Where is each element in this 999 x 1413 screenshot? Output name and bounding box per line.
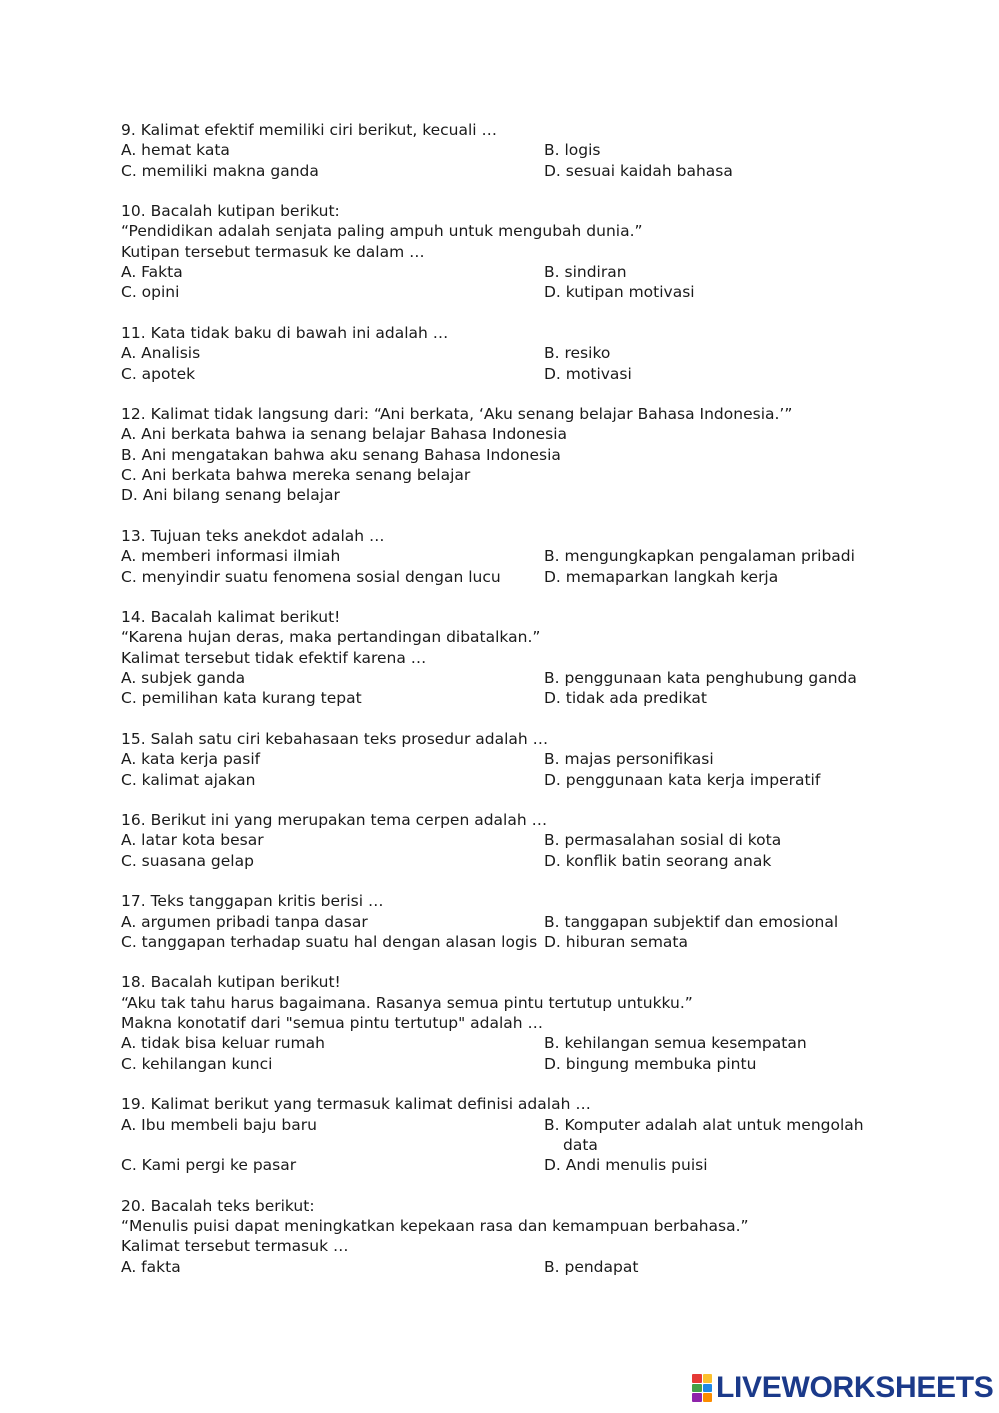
answer-option[interactable]: C. menyindir suatu fenomena sosial dengan lucu	[121, 567, 501, 586]
question-15	[121, 729, 881, 790]
answer-option[interactable]: B. resiko	[544, 344, 611, 363]
answer-option[interactable]: A. subjek ganda	[121, 669, 246, 688]
answer-option[interactable]: C. Kami pergi ke pasar	[121, 1156, 297, 1175]
question-passage: Kalimat tersebut tidak efektif karena …	[121, 648, 427, 667]
answer-option[interactable]: A. Ibu membeli baju baru	[121, 1115, 317, 1134]
question-16	[121, 810, 881, 871]
answer-option[interactable]: C. Ani berkata bahwa mereka senang belajar	[121, 466, 471, 485]
question-14	[121, 607, 881, 708]
question-passage: “Karena hujan deras, maka pertandingan dibatalkan.”	[121, 628, 541, 647]
answer-option[interactable]: B. pendapat	[544, 1257, 639, 1276]
options-row	[121, 1155, 881, 1175]
question-9	[121, 120, 881, 181]
options-row	[121, 830, 881, 850]
logo-square	[692, 1384, 702, 1393]
answer-option[interactable]: D. tidak ada predikat	[544, 689, 708, 708]
options-row	[121, 770, 881, 790]
answer-option[interactable]: D. kutipan motivasi	[544, 283, 695, 302]
answer-option[interactable]: B. majas personifikasi	[544, 750, 714, 769]
question-19	[121, 1094, 881, 1175]
answer-option[interactable]: B. kehilangan semua kesempatan	[544, 1034, 807, 1053]
options-row	[121, 343, 881, 363]
answer-option[interactable]: A. fakta	[121, 1257, 181, 1276]
answer-option[interactable]: D. memaparkan langkah kerja	[544, 567, 779, 586]
question-passage: “Pendidikan adalah senjata paling ampuh untuk mengubah dunia.”	[121, 222, 643, 241]
options-row	[121, 749, 881, 769]
question-stem: 18. Bacalah kutipan berikut!	[121, 973, 341, 992]
question-stem: 16. Berikut ini yang merupakan tema cerpen adalah …	[121, 811, 548, 830]
options-row	[121, 282, 881, 302]
question-stem: 12. Kalimat tidak langsung dari: “Ani berkata, ‘Aku senang belajar Bahasa Indonesia.’”	[121, 405, 793, 424]
answer-option[interactable]: A. tidak bisa keluar rumah	[121, 1034, 325, 1053]
question-17	[121, 891, 881, 952]
options-row	[121, 161, 881, 181]
answer-option[interactable]: D. penggunaan kata kerja imperatif	[544, 770, 821, 789]
question-stem: 11. Kata tidak baku di bawah ini adalah …	[121, 323, 449, 342]
brand-text: LIVEWORKSHEETS	[716, 1371, 994, 1404]
options-row	[121, 688, 881, 708]
liveworksheets-logo-icon	[692, 1374, 712, 1402]
logo-square	[703, 1374, 713, 1383]
answer-option[interactable]: B. sindiran	[544, 263, 627, 282]
question-10	[121, 201, 881, 302]
answer-option[interactable]: C. tanggapan terhadap suatu hal dengan alasan logis	[121, 932, 538, 951]
answer-option[interactable]: A. argumen pribadi tanpa dasar	[121, 912, 368, 931]
options-row	[121, 262, 881, 282]
options-row	[121, 1115, 881, 1156]
answer-option[interactable]: A. Ani berkata bahwa ia senang belajar Bahasa Indonesia	[121, 425, 568, 444]
options-row	[121, 668, 881, 688]
question-20	[121, 1196, 881, 1277]
worksheet-page	[121, 120, 881, 1297]
answer-option[interactable]: C. opini	[121, 283, 180, 302]
options-row	[121, 140, 881, 160]
answer-option[interactable]: C. kehilangan kunci	[121, 1054, 273, 1073]
answer-option[interactable]: A. memberi informasi ilmiah	[121, 547, 341, 566]
answer-option[interactable]: D. motivasi	[544, 364, 632, 383]
answer-option[interactable]: A. Analisis	[121, 344, 201, 363]
answer-option[interactable]: D. konflik batin seorang anak	[544, 851, 772, 870]
question-18	[121, 972, 881, 1073]
logo-square	[703, 1393, 713, 1402]
answer-option[interactable]: A. kata kerja pasif	[121, 750, 261, 769]
question-12	[121, 404, 881, 505]
answer-option[interactable]: B. mengungkapkan pengalaman pribadi	[544, 547, 855, 566]
question-stem: 9. Kalimat efektif memiliki ciri berikut, kecuali …	[121, 121, 498, 139]
question-stem: 13. Tujuan teks anekdot adalah …	[121, 526, 385, 545]
question-passage: Kalimat tersebut termasuk …	[121, 1237, 349, 1256]
answer-option[interactable]: C. suasana gelap	[121, 851, 254, 870]
question-passage: “Menulis puisi dapat meningkatkan kepekaan rasa dan kemampuan berbahasa.”	[121, 1217, 749, 1236]
options-row	[121, 1054, 881, 1074]
answer-option[interactable]: D. Andi menulis puisi	[544, 1156, 708, 1175]
question-passage: Kutipan tersebut termasuk ke dalam …	[121, 242, 425, 261]
answer-option[interactable]: C. memiliki makna ganda	[121, 161, 319, 180]
answer-option[interactable]: A. Fakta	[121, 263, 183, 282]
question-passage: “Aku tak tahu harus bagaimana. Rasanya semua pintu tertutup untukku.”	[121, 993, 693, 1012]
answer-option[interactable]: C. pemilihan kata kurang tepat	[121, 689, 362, 708]
answer-option[interactable]: A. latar kota besar	[121, 831, 264, 850]
answer-option[interactable]: B. logis	[544, 141, 601, 160]
question-stem: 10. Bacalah kutipan berikut:	[121, 202, 340, 221]
options-row	[121, 546, 881, 566]
answer-option[interactable]: B. permasalahan sosial di kota	[544, 831, 782, 850]
answer-option[interactable]: B. tanggapan subjektif dan emosional	[544, 912, 839, 931]
options-row	[121, 364, 881, 384]
answer-option[interactable]: D. bingung membuka pintu	[544, 1054, 757, 1073]
logo-square	[703, 1384, 713, 1393]
logo-square	[692, 1393, 702, 1402]
options-row	[121, 567, 881, 587]
answer-option[interactable]: C. kalimat ajakan	[121, 770, 256, 789]
logo-square	[692, 1374, 702, 1383]
options-row	[121, 1257, 881, 1277]
options-row	[121, 1033, 881, 1053]
answer-option[interactable]: D. sesuai kaidah bahasa	[544, 161, 733, 180]
question-stem: 15. Salah satu ciri kebahasaan teks prosedur adalah …	[121, 729, 549, 748]
answer-option[interactable]: D. Ani bilang senang belajar	[121, 486, 340, 505]
question-stem: 14. Bacalah kalimat berikut!	[121, 608, 341, 627]
question-11	[121, 323, 881, 384]
question-passage: Makna konotatif dari "semua pintu tertutup" adalah …	[121, 1014, 544, 1033]
answer-option[interactable]: B. Komputer adalah alat untuk mengolah data	[544, 1115, 864, 1154]
answer-option[interactable]: B. Ani mengatakan bahwa aku senang Bahasa Indonesia	[121, 445, 561, 464]
options-row	[121, 851, 881, 871]
liveworksheets-brand[interactable]	[692, 1370, 994, 1406]
options-row	[121, 932, 881, 952]
question-stem: 20. Bacalah teks berikut:	[121, 1196, 315, 1215]
question-stem: 19. Kalimat berikut yang termasuk kalimat definisi adalah …	[121, 1095, 591, 1114]
answer-option[interactable]: D. hiburan semata	[544, 932, 688, 951]
options-row	[121, 912, 881, 932]
answer-option[interactable]: A. hemat kata	[121, 141, 230, 160]
answer-option[interactable]: B. penggunaan kata penghubung ganda	[544, 669, 857, 688]
question-stem: 17. Teks tanggapan kritis berisi …	[121, 892, 384, 911]
answer-option[interactable]: C. apotek	[121, 364, 196, 383]
question-13	[121, 526, 881, 587]
